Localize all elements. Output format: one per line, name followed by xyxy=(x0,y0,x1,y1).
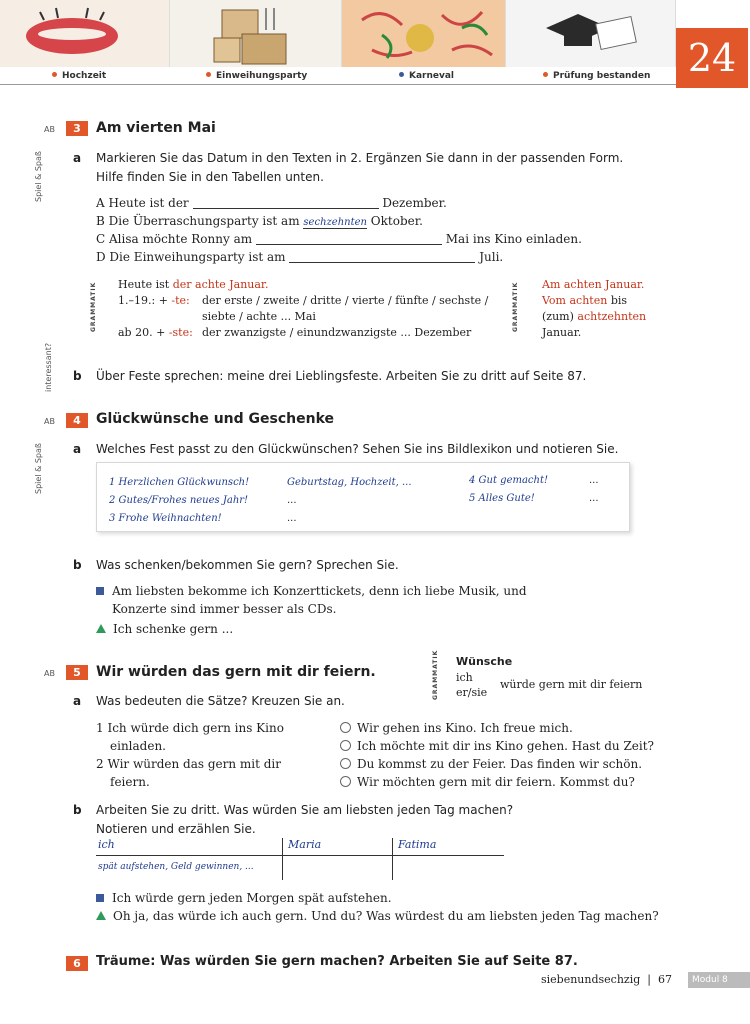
grammar-line: würde gern mit dir feiern xyxy=(500,678,643,691)
instruction: Hilfe finden Sie in den Tabellen unten. xyxy=(96,170,324,184)
answer-item[interactable]: ... xyxy=(589,493,599,504)
option[interactable]: Du kommst zu der Feier. Das finden wir schön. xyxy=(340,757,642,771)
radio-button[interactable] xyxy=(340,776,351,787)
dialog-line: Oh ja, das würde ich auch gern. Und du? Was würdest du am liebsten jeden Tag machen? xyxy=(96,909,659,923)
instruction: Was bedeuten die Sätze? Kreuzen Sie an. xyxy=(96,694,345,708)
subtask-letter: a xyxy=(73,151,82,165)
graduation-cap-icon xyxy=(506,0,676,67)
answer-item[interactable]: ... xyxy=(287,495,297,506)
dialog-line: Am liebsten bekomme ich Konzerttickets, denn ich liebe Musik, und xyxy=(96,584,527,598)
subtask-letter: a xyxy=(73,442,82,456)
option[interactable]: Wir möchten gern mit dir feiern. Kommst du? xyxy=(340,775,635,789)
ab-tag: AB xyxy=(44,125,55,134)
wedding-image xyxy=(0,0,170,67)
grammar-line: Vom achten bis xyxy=(542,294,628,307)
greeting-item: 2 Gutes/Frohes neues Jahr! xyxy=(109,495,249,506)
fill-line: B Die Überraschungsparty ist am sechzehnten Oktober. xyxy=(96,214,423,228)
lips-icon xyxy=(0,0,170,67)
grammar-line: (zum) achtzehnten xyxy=(542,310,647,323)
table-cell[interactable]: spät aufstehen, Geld gewinnen, ... xyxy=(98,862,254,872)
greeting-item: 1 Herzlichen Glückwunsch! xyxy=(109,477,250,488)
chapter-number: 24 xyxy=(676,28,748,88)
ab-tag: AB xyxy=(44,669,55,678)
grammar-line: 1.–19.: + -te: xyxy=(118,294,190,307)
grammar-line: Heute ist der achte Januar. xyxy=(118,278,269,291)
dialog-line: Konzerte sind immer besser als CDs. xyxy=(112,602,337,616)
fill-line: C Alisa möchte Ronny am Mai ins Kino einladen. xyxy=(96,232,582,246)
carnival-image xyxy=(342,0,506,67)
housewarming-image xyxy=(170,0,342,67)
greeting-item: 3 Frohe Weihnachten! xyxy=(109,513,222,524)
boxes-icon xyxy=(170,0,342,67)
confetti-icon xyxy=(342,0,506,67)
instruction: Was schenken/bekommen Sie gern? Sprechen Sie. xyxy=(96,558,399,572)
column-header: Maria xyxy=(288,838,322,851)
table-rule xyxy=(96,855,504,856)
option[interactable]: Wir gehen ins Kino. Ich freue mich. xyxy=(340,721,573,735)
spiel-spass-tag: Spiel & Spaß xyxy=(34,151,43,202)
blank-field[interactable] xyxy=(289,251,475,263)
subtask-letter: a xyxy=(73,694,82,708)
banner-label: Hochzeit xyxy=(52,71,106,81)
banner-label: Prüfung bestanden xyxy=(543,71,650,81)
radio-button[interactable] xyxy=(340,758,351,769)
grammar-tag: GRAMMATIK xyxy=(512,281,519,332)
column-header: ich xyxy=(98,838,115,851)
blank-field[interactable] xyxy=(256,233,442,245)
modul-tab: Modul 8 xyxy=(688,972,750,988)
greeting-item: 4 Gut gemacht! xyxy=(469,475,549,486)
grammar-line: er/sie xyxy=(456,686,488,699)
grammar-tag: GRAMMATIK xyxy=(90,281,97,332)
instruction: Arbeiten Sie zu dritt. Was würden Sie am liebsten jeden Tag machen? xyxy=(96,803,514,817)
instruction: Notieren und erzählen Sie. xyxy=(96,822,256,836)
fill-line: A Heute ist der Dezember. xyxy=(96,196,447,210)
instruction: Markieren Sie das Datum in den Texten in 2. Ergänzen Sie dann in der passenden Form. xyxy=(96,151,624,165)
table-rule xyxy=(392,838,393,880)
grammar-line: der zwanzigste / einundzwanzigste ... Dezember xyxy=(202,326,472,339)
section-title: Wir würden das gern mit dir feiern. xyxy=(96,664,376,680)
radio-button[interactable] xyxy=(340,740,351,751)
grammar-line: ich xyxy=(456,671,473,684)
handwritten-answer[interactable]: sechzehnten xyxy=(303,217,367,228)
banner-label: Karneval xyxy=(399,71,454,81)
sentence: 2 Wir würden das gern mit dir xyxy=(96,757,282,771)
top-banner xyxy=(0,0,750,88)
grammar-line: der erste / zweite / dritte / vierte / fünfte / sechste / xyxy=(202,294,489,307)
spiel-spass-tag: Spiel & Spaß xyxy=(34,443,43,494)
exercise-number: 4 xyxy=(66,413,88,428)
subtask-letter: b xyxy=(73,369,82,383)
radio-button[interactable] xyxy=(340,722,351,733)
instruction: Über Feste sprechen: meine drei Lieblingsfeste. Arbeiten Sie zu dritt auf Seite 87. xyxy=(96,369,587,383)
column-header: Fatima xyxy=(398,838,437,851)
greetings-box xyxy=(96,462,630,532)
grammar-tag: GRAMMATIK xyxy=(432,649,439,700)
option[interactable]: Ich möchte mit dir ins Kino gehen. Hast du Zeit? xyxy=(340,739,654,753)
section-title: Träume: Was würden Sie gern machen? Arbeiten Sie auf Seite 87. xyxy=(96,954,578,969)
grammar-line: Am achten Januar. xyxy=(542,278,645,291)
blank-field[interactable] xyxy=(193,197,379,209)
subtask-letter: b xyxy=(73,803,82,817)
fill-line: D Die Einweihungsparty ist am Juli. xyxy=(96,250,504,264)
section-title: Glückwünsche und Geschenke xyxy=(96,411,335,427)
answer-item[interactable]: Geburtstag, Hochzeit, ... xyxy=(287,477,412,488)
section-title: Am vierten Mai xyxy=(96,120,216,136)
dialog-line: Ich würde gern jeden Morgen spät aufstehen. xyxy=(96,891,392,905)
instruction: Welches Fest passt zu den Glückwünschen? Sehen Sie ins Bildlexikon und notieren Sie. xyxy=(96,442,619,456)
dialog-line: Ich schenke gern ... xyxy=(96,622,233,636)
subtask-letter: b xyxy=(73,558,82,572)
answer-item[interactable]: ... xyxy=(287,513,297,524)
table-rule xyxy=(282,838,283,880)
exercise-number: 6 xyxy=(66,956,88,971)
interessant-tag: interessant? xyxy=(44,342,53,392)
page-footer: siebenundsechzig | 67 xyxy=(541,973,672,986)
divider xyxy=(0,84,676,85)
greeting-item: 5 Alles Gute! xyxy=(469,493,535,504)
ab-tag: AB xyxy=(44,417,55,426)
grammar-line: siebte / achte ... Mai xyxy=(202,310,316,323)
grammar-head: Wünsche xyxy=(456,655,513,668)
exercise-number: 3 xyxy=(66,121,88,136)
exercise-number: 5 xyxy=(66,665,88,680)
sentence: einladen. xyxy=(110,739,166,753)
sentence: 1 Ich würde dich gern ins Kino xyxy=(96,721,284,735)
answer-item[interactable]: ... xyxy=(589,475,599,486)
banner-label: Einweihungsparty xyxy=(206,71,307,81)
sentence: feiern. xyxy=(110,775,150,789)
exam-image xyxy=(506,0,676,67)
grammar-line: Januar. xyxy=(542,326,582,339)
grammar-line: ab 20. + -ste: xyxy=(118,326,193,339)
